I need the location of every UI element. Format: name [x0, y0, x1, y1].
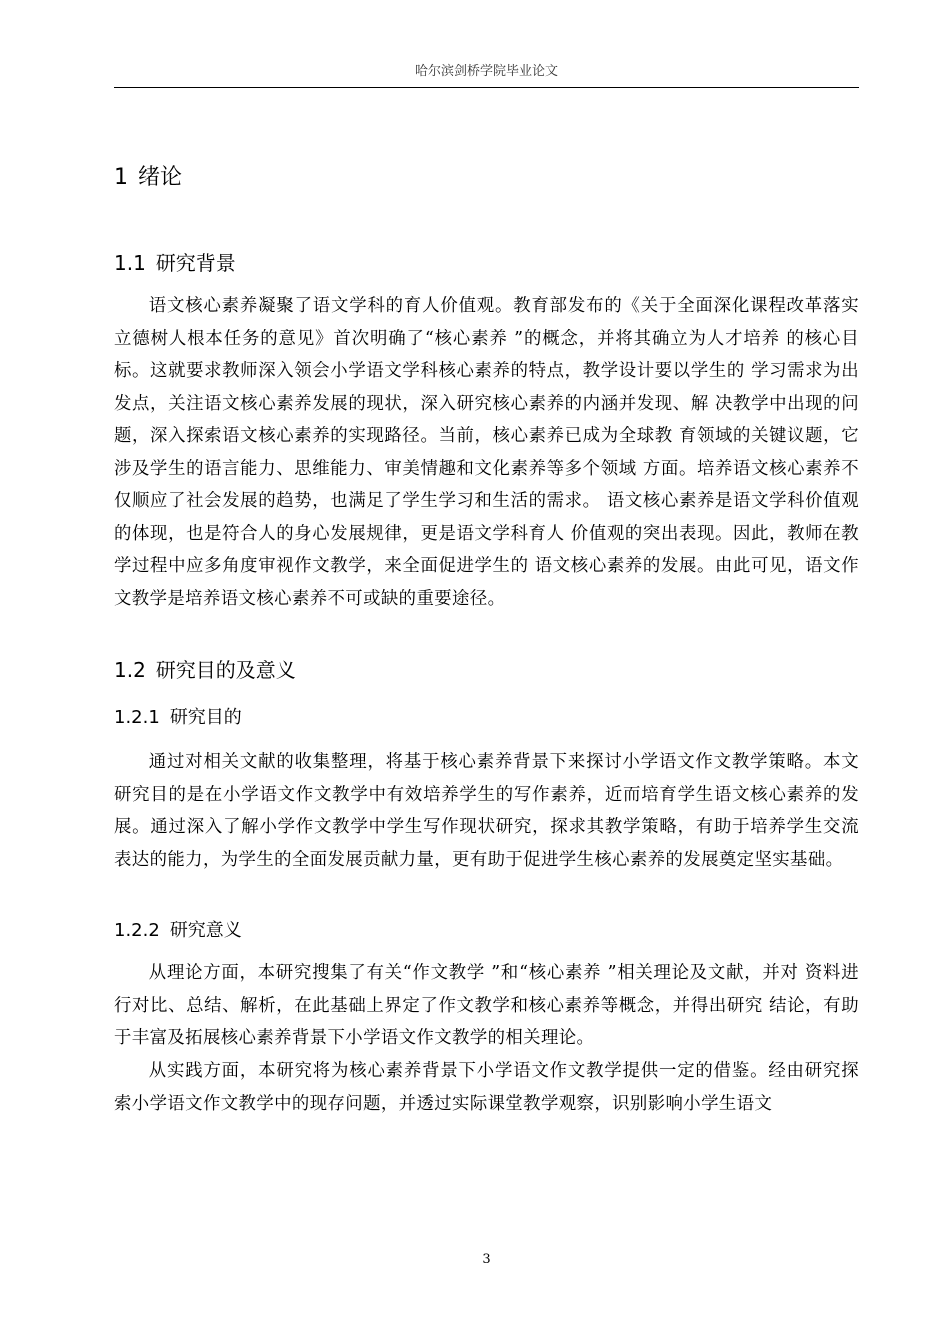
section-1-2-1-title: 研究目的 [169, 707, 242, 728]
section-1-2-2-heading [114, 916, 242, 946]
section-1-2-heading [114, 654, 296, 686]
section-1-1-title: 研究背景 [155, 251, 236, 275]
chapter-number: 1 [114, 165, 128, 190]
section-1-2-number: 1.2 [114, 658, 146, 682]
chapter-title: 绪论 [138, 165, 183, 190]
significance-theory-paragraph: 从理论方面，本研究搜集了有关“作文教学 ”和“核心素养 ”相关理论及文献，并对 资料进行对比、总结、解析，在此基础上界定了作文教学和核心素养等概念，并得出研究 结论，有助于丰富及拓展核心素养背景下小学语文作文教学的相关理论。 [114, 963, 859, 1048]
section-1-2-2-title: 研究意义 [169, 920, 242, 941]
background-paragraph: 语文核心素养凝聚了语文学科的育人价值观。教育部发布的《关于全面深化课程改革落实立德树人根本任务的意见》首次明确了“核心素养 ”的概念，并将其确立为人才培养 的核心目标。这就要求教师深入领会小学语文学科核心素养的特点，教学设计要以学生的 学习需求为出发点，关注语文核心素养发展的现状，深入研究核心素养的内涵并发现、解 决教学中出现的问题，深入探索语文核心素养的实现路径。当前，核心素养已成为全球教 育领域的关键议题，它涉及学生的语言能力、思维能力、审美情趣和文化素养等多个领域 方面。培养语文核心素养不仅顺应了社会发展的趋势，也满足了学生学习和生活的需求。 语文核心素养是语文学科价值观的体现，也是符合人的身心发展规律，更是语文学科育人 价值观的突出表现。因此，教师在教学过程中应多角度审视作文教学，来全面促进学生的 语文核心素养的发展。由此可见，语文作文教学是培养语文核心素养不可或缺的重要途径。 [114, 296, 859, 609]
section-1-1-heading [114, 247, 236, 279]
header-rule [114, 87, 859, 88]
section-1-2-2-number: 1.2.2 [114, 920, 160, 941]
significance-practice-paragraph: 从实践方面，本研究将为核心素养背景下小学语文作文教学提供一定的借鉴。经由研究探索小学语文作文教学中的现存问题，并透过实际课堂教学观察，识别影响小学生语文 [114, 1061, 859, 1114]
section-1-2-title: 研究目的及意义 [155, 658, 296, 682]
section-1-2-1-heading [114, 703, 242, 733]
purpose-paragraph: 通过对相关文献的收集整理，将基于核心素养背景下来探讨小学语文作文教学策略。本文研究目的是在小学语文作文教学中有效培养学生的写作素养，近而培育学生语文核心素养的发展。通过深入了解小学作文教学中学生写作现状研究，探求其教学策略，有助于培养学生交流表达的能力，为学生的全面发展贡献力量，更有助于促进学生核心素养的发展奠定坚实基础。 [114, 752, 859, 870]
page-number: 3 [482, 1252, 491, 1267]
chapter-heading [114, 160, 182, 196]
section-1-1-number: 1.1 [114, 251, 146, 275]
running-header: 哈尔滨剑桥学院毕业论文 [414, 64, 558, 79]
section-1-2-1-number: 1.2.1 [114, 707, 160, 728]
